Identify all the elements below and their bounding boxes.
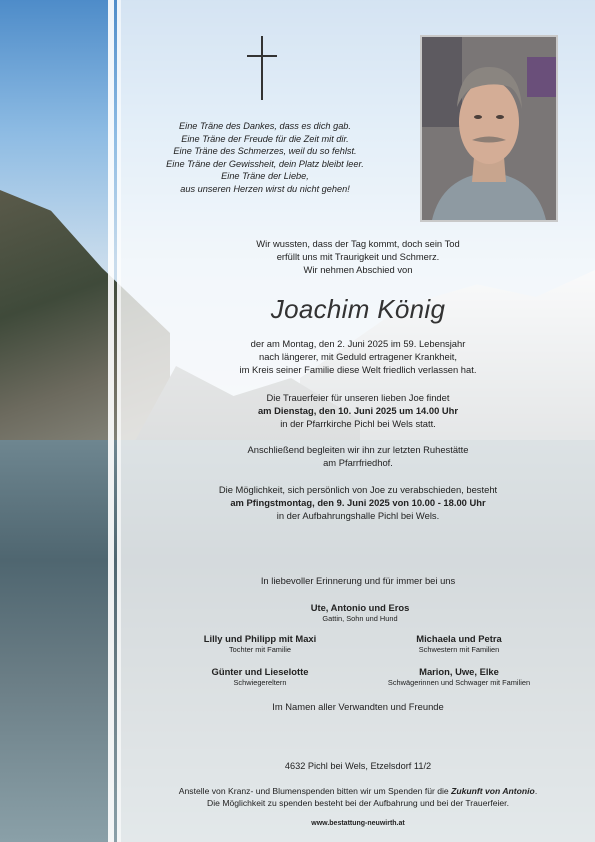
donation-cause: Zukunft von Antonio bbox=[451, 786, 535, 796]
divider-stripe bbox=[108, 0, 114, 842]
family-role: Tochter mit Familie bbox=[228, 645, 291, 654]
family-role: Schwiegereltern bbox=[233, 678, 287, 687]
viewing-line: Die Möglichkeit, sich persönlich von Joe zu verabschieden, besteht bbox=[218, 484, 498, 495]
intro-line: erfüllt uns mit Traurigkeit und Schmerz. bbox=[276, 250, 440, 262]
family-group bbox=[349, 633, 569, 655]
intro-text bbox=[121, 238, 595, 276]
poem-line: Eine Träne der Liebe, bbox=[221, 171, 309, 181]
viewing-place: in der Aufbahrungshalle Pichl bei Wels. bbox=[276, 509, 440, 521]
funeral-line: Die Trauerfeier für unseren lieben Joe findet bbox=[266, 392, 450, 403]
donation-line: Die Möglichkeit zu spenden besteht bei der Aufbahrung und bei der Trauerfeier. bbox=[207, 798, 509, 808]
portrait-photo bbox=[420, 35, 558, 222]
burial-info bbox=[121, 444, 595, 470]
funeral-place: in der Pfarrkirche Pichl bei Wels statt. bbox=[280, 417, 436, 429]
funeral-date: am Dienstag, den 10. Juni 2025 um 14.00 Uhr bbox=[257, 404, 459, 416]
viewing-info bbox=[121, 484, 595, 522]
family-names: Lilly und Philipp mit Maxi bbox=[203, 633, 317, 644]
website-link[interactable]: www.bestattung-neuwirth.at bbox=[311, 820, 405, 827]
viewing-date: am Pfingstmontag, den 9. Juni 2025 von 10.00 - 18.00 Uhr bbox=[230, 496, 486, 508]
family-names: Ute, Antonio und Eros bbox=[310, 602, 410, 613]
family-group bbox=[250, 602, 470, 624]
intro-line: Wir nehmen Abschied von bbox=[303, 263, 413, 275]
donation-line bbox=[121, 785, 595, 797]
donation-text: Anstelle von Kranz- und Blumenspenden bitten wir um Spenden für die bbox=[178, 786, 452, 796]
donation-note bbox=[121, 785, 595, 809]
burial-line: Anschließend begleiten wir ihn zur letzten Ruhestätte bbox=[247, 444, 469, 455]
funeral-info bbox=[121, 392, 595, 430]
family-group bbox=[349, 666, 569, 688]
family-role: Gattin, Sohn und Hund bbox=[322, 614, 398, 623]
family-role: Schwestern mit Familien bbox=[418, 645, 500, 654]
family-names: Marion, Uwe, Elke bbox=[419, 666, 499, 677]
death-notice bbox=[121, 338, 595, 376]
death-line: im Kreis seiner Familie diese Welt friedlich verlassen hat. bbox=[239, 363, 477, 375]
poem-line: Eine Träne der Freude für die Zeit mit dir. bbox=[181, 133, 349, 144]
death-line: nach längerer, mit Geduld ertragener Krankheit, bbox=[258, 350, 458, 362]
poem-line: Eine Träne der Gewissheit, dein Platz bleibt leer. bbox=[166, 158, 364, 169]
donation-text: . bbox=[534, 786, 538, 796]
death-line: der am Montag, den 2. Juni 2025 im 59. Lebensjahr bbox=[250, 338, 466, 349]
family-group bbox=[150, 633, 370, 655]
intro-line: Wir wussten, dass der Tag kommt, doch sein Tod bbox=[256, 238, 460, 249]
address: 4632 Pichl bei Wels, Etzelsdorf 11/2 bbox=[284, 761, 432, 771]
deceased-name: Joachim König bbox=[270, 294, 446, 324]
poem bbox=[150, 120, 380, 195]
family-group bbox=[150, 666, 370, 688]
family-names: Günter und Lieselotte bbox=[211, 666, 309, 677]
relatives-line: Im Namen aller Verwandten und Freunde bbox=[272, 701, 444, 712]
poem-line: aus unseren Herzen wirst du nicht gehen! bbox=[180, 183, 350, 194]
memory-line: In liebevoller Erinnerung und für immer bei uns bbox=[260, 575, 456, 586]
poem-line: Eine Träne des Schmerzes, weil du so fehlst. bbox=[173, 146, 357, 156]
burial-place: am Pfarrfriedhof. bbox=[323, 456, 393, 468]
family-names: Michaela und Petra bbox=[416, 633, 502, 644]
poem-line: Eine Träne des Dankes, dass es dich gab. bbox=[179, 121, 351, 131]
family-role: Schwägerinnen und Schwager mit Familien bbox=[387, 678, 531, 687]
